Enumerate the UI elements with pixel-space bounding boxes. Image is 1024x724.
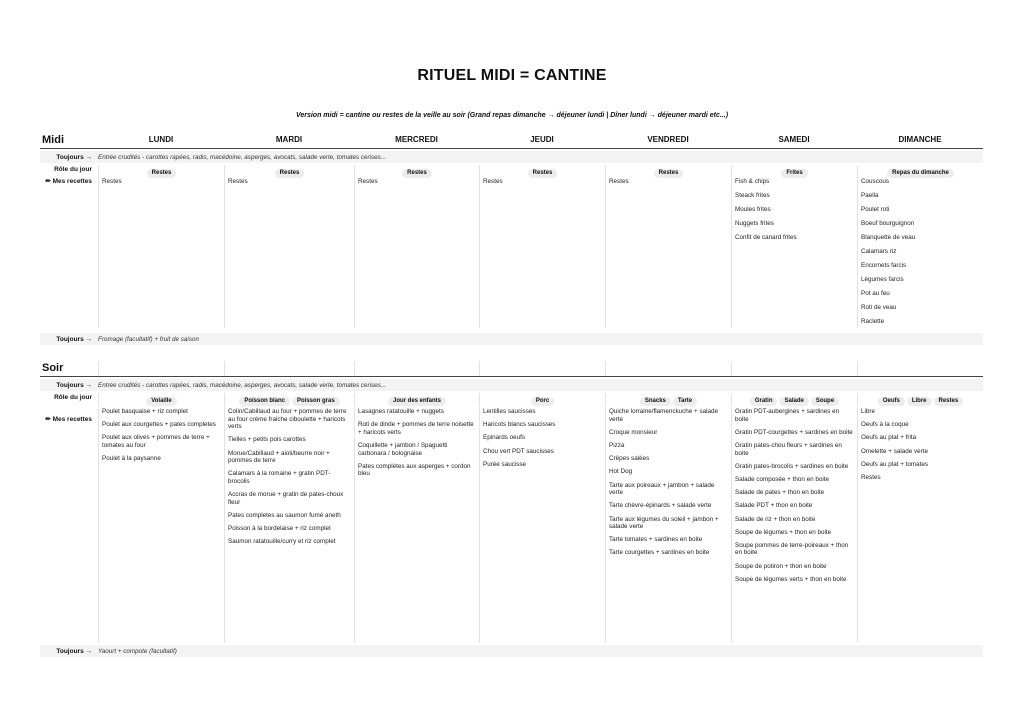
recipe-item: Tielles + petits pois carottes <box>228 436 306 444</box>
recettes-cell-lundi <box>98 407 224 643</box>
recipe-item: Gratin pates-brocolis + sardines en boite <box>735 462 849 470</box>
recipe-item: Saumon ratatouille/curry et riz complet <box>228 538 336 546</box>
recipe-item: Hot Dog <box>609 468 633 476</box>
recettes-cell-jeudi <box>479 407 605 643</box>
recipe-item: Restes <box>609 178 629 185</box>
recipe-item: Tarte aux poireaux + jambon + salade verte <box>609 481 715 497</box>
recettes-label: ✏ Mes recettes <box>45 416 92 423</box>
recipe-item: Soupe de légumes + thon en boite <box>735 528 832 536</box>
role-cell-samedi <box>731 165 857 178</box>
role-cell-lundi <box>98 165 224 178</box>
role-tag: Porc <box>531 397 554 406</box>
soir-header-cell-mercredi <box>354 361 479 376</box>
role-tag: Poisson gras <box>292 397 340 406</box>
recipe-item: Poulet à la paysanne <box>102 455 161 463</box>
recipe-item: Blanquette de veau <box>861 233 916 241</box>
recipe-item: Quiche lorraine/flamenckuche + salade verte <box>609 408 719 423</box>
role-tag: Restes <box>275 169 305 178</box>
role-cell-mardi <box>224 393 354 406</box>
role-cell-dimanche <box>857 165 983 178</box>
recettes-cell-mardi <box>224 178 354 328</box>
role-cell-mardi <box>224 165 354 178</box>
role-cell-lundi <box>98 393 224 406</box>
role-cell-jeudi <box>479 393 605 406</box>
soir-header-cell-dimanche <box>857 361 983 376</box>
recipe-item: Pates completes au saumon fumé aneth <box>228 511 341 519</box>
recipe-item: Morue/Cabillaud + aioli/beurre noir + pommes de terre <box>228 449 330 465</box>
role-tag: Repas du dimanche <box>887 169 954 178</box>
recipe-item: Oeufs au plat + tomates <box>861 460 929 468</box>
recettes-cell-dimanche <box>857 407 983 643</box>
soir-header-cell-samedi <box>731 361 857 376</box>
soir-header-cell-jeudi <box>479 361 605 376</box>
recipe-item: Steack frites <box>735 191 770 199</box>
soir-recettes-row <box>40 407 983 643</box>
role-tag: Volaille <box>146 397 177 406</box>
recipe-item: Tarte tomates + sardines en boite <box>609 536 703 544</box>
recipe-item: Oeufs au plat + frita <box>861 434 917 442</box>
role-cell-samedi <box>731 393 857 406</box>
day-lundi: LUNDI <box>148 135 174 144</box>
recipe-item: Gratin PDT-courgettes + sardines en boite <box>735 428 853 436</box>
recipe-item: Soupe de légumes verts + thon en boite <box>735 575 847 583</box>
toujours-label: Toujours → <box>56 381 92 389</box>
recipe-item: Oeufs à la coque <box>861 421 909 429</box>
recettes-label: ✏ Mes recettes <box>45 178 92 185</box>
role-tag: Gratin <box>750 397 778 406</box>
day-vendredi: VENDREDI <box>647 135 689 144</box>
recipe-item: Roti de veau <box>861 303 897 311</box>
recipe-item: Gratin pates-chou fleurs + sardines en boite <box>735 441 842 457</box>
recettes-cell-dimanche <box>857 178 983 328</box>
role-cell-mercredi <box>354 393 479 406</box>
recipe-item: Libre <box>861 408 876 415</box>
soir-label: Soir <box>42 362 64 374</box>
recettes-cell-vendredi <box>605 178 731 328</box>
toujours-label: Toujours → <box>56 647 92 655</box>
recipe-item: Poulet basquaise + riz complet <box>102 408 188 415</box>
recipe-item: Salade de riz + thon en boite <box>735 515 816 523</box>
recipe-item: Colin/Cabillaud au four + pommes de terre au four crème fraiche ciboulette + haricots verts <box>228 408 347 431</box>
recipe-item: Poisson à la bordelaise + riz complet <box>228 525 331 533</box>
role-tag: Frites <box>781 169 807 178</box>
midi-recettes-row <box>40 178 983 328</box>
midi-toujours-bottom <box>40 333 983 345</box>
recipe-item: Poulet aux courgettes + pates completes <box>102 421 216 429</box>
role-cell-jeudi <box>479 165 605 178</box>
recipe-item: Moules frites <box>735 205 771 213</box>
role-tag: Restes <box>402 169 432 178</box>
recettes-cell-jeudi <box>479 178 605 328</box>
toujours-text: Yaourt + compote (facultatif) <box>98 647 177 655</box>
recipe-item: Tarte courgettes + sardines en boite <box>609 549 710 557</box>
recipe-item: Salade PDT + thon en boite <box>735 502 813 510</box>
page-subtitle: Version midi = cantine ou restes de la veille au soir (Grand repas dimanche → déjeuner lundi | Dîner lundi → déjeuner mardi etc...) <box>295 112 729 119</box>
role-label: Rôle du jour <box>54 394 92 401</box>
soir-header-cell-lundi <box>98 361 224 376</box>
recipe-item: Nuggets frites <box>735 219 774 227</box>
midi-toujours-top <box>40 151 983 163</box>
soir-toujours-bottom <box>40 645 983 657</box>
recipe-item: Paella <box>861 191 879 199</box>
recipe-item: Accras de morue + gratin de pates-choux fleur <box>228 491 344 506</box>
day-mardi: MARDI <box>275 135 303 144</box>
role-tag: Restes <box>934 397 964 406</box>
recipe-item: Gratin PDT-aubergines + sardines en boite <box>735 408 840 423</box>
recipe-item: Tarte aux légumes du soleil + jambon + salade verte <box>609 515 719 531</box>
day-jeudi: JEUDI <box>530 135 554 144</box>
role-tag: Soupe <box>811 397 839 406</box>
recipe-item: Poulet aux olives + pommes de terre + tomates au four <box>102 434 210 449</box>
role-label: Rôle du jour <box>54 166 92 173</box>
role-tag: Poisson blanc <box>239 397 290 406</box>
toujours-label: Toujours → <box>56 153 92 161</box>
day-dimanche: DIMANCHE <box>898 135 942 144</box>
recipe-item: Restes <box>483 178 503 185</box>
role-tag: Salade <box>779 397 808 406</box>
role-cell-vendredi <box>605 165 731 178</box>
day-samedi: SAMEDI <box>778 135 810 144</box>
soir-toujours-top <box>40 379 983 391</box>
toujours-label: Toujours → <box>56 335 92 343</box>
day-mercredi: MERCREDI <box>395 135 438 144</box>
soir-header-cell-vendredi <box>605 361 731 376</box>
soir-header <box>40 361 983 377</box>
recettes-cell-lundi <box>98 178 224 328</box>
recipe-item: Lasagnes ratatouille + nuggets <box>358 408 444 415</box>
role-tag: Restes <box>654 169 684 178</box>
toujours-text: Entrée crudités - carottes rapées, radis, macédoine, asperges, avocats, salade verte, tomates cerises... <box>98 153 387 161</box>
midi-role-row <box>40 165 983 178</box>
recipe-item: Restes <box>358 178 378 185</box>
recipe-item: Couscous <box>861 178 890 185</box>
recipe-item: Crêpes salées <box>609 455 650 463</box>
role-tag: Oeufs <box>878 397 905 406</box>
recipe-item: Soupe de potiron + thon en boite <box>735 562 827 570</box>
midi-label: Midi <box>42 134 64 146</box>
recettes-cell-samedi <box>731 407 857 643</box>
recipe-item: Calamars riz <box>861 247 897 255</box>
recipe-item: Boeuf bourguignon <box>861 219 915 227</box>
recipe-item: Purée saucisse <box>483 460 527 468</box>
midi-header <box>40 133 983 149</box>
recipe-item: Tarte chèvre-épinards + salade verte <box>609 502 712 510</box>
recipe-item: Légumes farcis <box>861 275 904 283</box>
role-tag: Libre <box>907 397 932 406</box>
recipe-item: Pot au feu <box>861 289 890 297</box>
role-cell-vendredi <box>605 393 731 406</box>
soir-role-row <box>40 393 983 406</box>
recipe-item: Soupe pommes de terre-poireaux + thon en boite <box>735 541 849 557</box>
recipe-item: Pizza <box>609 441 625 449</box>
recipe-item: Pates complètes aux asperges + cordon bleu <box>358 462 471 478</box>
recipe-item: Omelette + salade verte <box>861 447 929 455</box>
recipe-item: Coquillette + jambon / Spaguetti carbonara / bolognaise <box>358 441 448 457</box>
role-tag: Snacks <box>640 397 671 406</box>
recipe-item: Haricots blancs saucisses <box>483 421 556 429</box>
recipe-item: Croque monsieur <box>609 428 658 436</box>
role-tag: Restes <box>147 169 177 178</box>
role-cell-mercredi <box>354 165 479 178</box>
recipe-item: Calamars à la romaine + gratin PDT-brocolis <box>228 470 331 485</box>
recettes-cell-samedi <box>731 178 857 328</box>
recettes-cell-vendredi <box>605 407 731 643</box>
role-tag: Jour des enfants <box>388 397 446 406</box>
recipe-item: Salade composée + thon en boite <box>735 475 829 483</box>
recipe-item: Confit de canard frites <box>735 233 797 241</box>
recipe-item: Lentilles saucisses <box>483 408 536 415</box>
recettes-cell-mardi <box>224 407 354 643</box>
recipe-item: Chou vert PDT saucisses <box>483 447 554 455</box>
role-tag: Tarte <box>673 397 697 406</box>
recipe-item: Restes <box>861 473 881 481</box>
recipe-item: Roti de dinde + pommes de terre noisette + haricots verts <box>358 421 474 436</box>
role-tag: Restes <box>528 169 558 178</box>
toujours-text: Entrée crudités - carottes rapées, radis, macédoine, asperges, avocats, salade verte, tomates cerises... <box>98 381 387 389</box>
toujours-text: Fromage (facultatif) + fruit de saison <box>98 335 199 343</box>
recipe-item: Restes <box>228 178 248 185</box>
role-cell-dimanche <box>857 393 983 406</box>
soir-header-cell-mardi <box>224 361 354 376</box>
recipe-item: Encornets farcis <box>861 261 907 269</box>
page-title: RITUEL MIDI = CANTINE <box>417 67 607 84</box>
recipe-item: Epinards oeufs <box>483 434 526 442</box>
recipe-item: Raclette <box>861 317 885 325</box>
recipe-item: Poulet roti <box>861 205 890 213</box>
recipe-item: Salade de pates + thon en boite <box>735 489 825 497</box>
recettes-cell-mercredi <box>354 407 479 643</box>
recipe-item: Restes <box>102 178 122 185</box>
recipe-item: Fish & chips <box>735 178 770 185</box>
recettes-cell-mercredi <box>354 178 479 328</box>
